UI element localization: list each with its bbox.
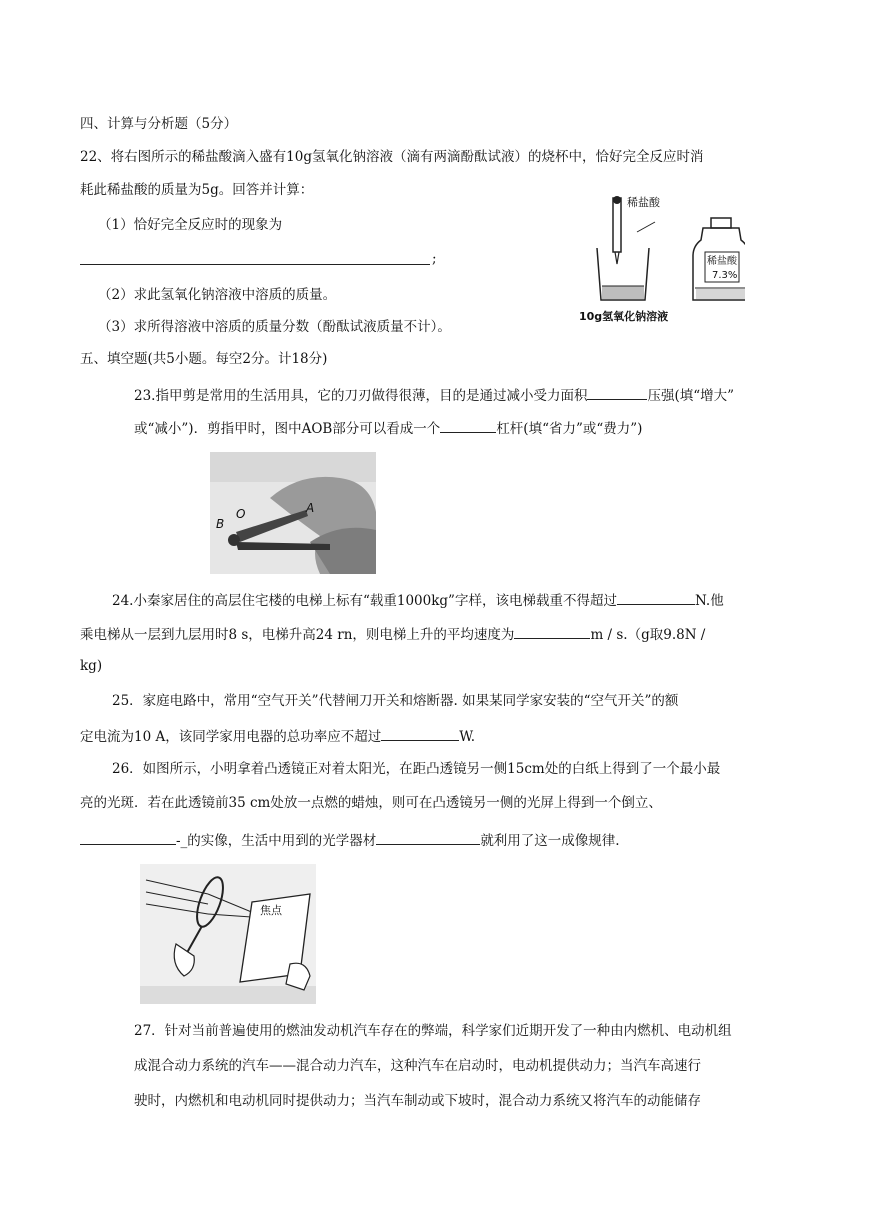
question-26-line-1: 26．如图所示，小明拿着凸透镜正对着太阳光，在距凸透镜另一侧15cm处的白纸上得到了一个最小最	[112, 761, 721, 777]
question-24-line-3: kg)	[80, 658, 103, 674]
focus-label: 焦点	[260, 904, 282, 917]
figure-22-caption: 10g氢氧化钠溶液	[579, 310, 669, 323]
question-22-part-2: （2）求此氢氧化钠溶液中溶质的质量。	[98, 287, 337, 303]
clipper-label-o: O	[236, 507, 246, 521]
q24-blank-1[interactable]	[617, 590, 695, 605]
question-27-line-1: 27．针对当前普遍使用的燃油发动机汽车存在的弊端，科学家们近期开发了一种由内燃机、电动机组	[134, 1023, 732, 1039]
bottle-label: 稀盐酸	[707, 256, 737, 267]
q23-text-d: 杠杆(填“省力”或“费力”)	[496, 421, 643, 437]
q24-text-c: 乘电梯从一层到九层用时8 s，电梯升高24 rn，则电梯上升的平均速度为	[80, 627, 515, 643]
answer-line-semicolon: ;	[432, 251, 437, 267]
q24-text-d: m / s.（g取9.8N /	[590, 627, 706, 643]
bottle-concentration: 7.3%	[712, 270, 738, 281]
question-24-line-1	[112, 590, 724, 610]
question-22-part-3: （3）求所得溶液中溶质的质量分数（酚酞试液质量不计）。	[98, 319, 451, 335]
section-5-heading: 五、填空题(共5小题。每空2分。计18分)	[80, 351, 328, 367]
q24-text-b: N.他	[694, 593, 724, 609]
q26-text-c: -_的实像，生活中用到的光学器材	[176, 833, 377, 849]
q24-blank-2[interactable]	[514, 624, 590, 639]
question-24-line-2	[80, 624, 705, 644]
q23-text-a: 23.指甲剪是常用的生活用具，它的刀刃做得很薄，目的是通过减小受力面积	[134, 388, 588, 404]
question-23-line-1	[134, 385, 734, 405]
q26-blank-1[interactable]	[80, 830, 176, 845]
figure-26-convex-lens	[140, 864, 316, 1004]
q23-text-c: 或“减小”)．剪指甲时，图中AOB部分可以看成一个	[134, 421, 441, 437]
q25-blank[interactable]	[381, 726, 459, 741]
q23-blank-2[interactable]	[440, 418, 496, 433]
question-23-line-2	[134, 418, 642, 438]
question-27-line-2: 成混合动力系统的汽车——混合动力汽车，这种汽车在启动时，电动机提供动力；当汽车高速行	[134, 1058, 701, 1074]
question-25-line-1: 25．家庭电路中，常用“空气开关”代替闸刀开关和熔断器. 如果某同学家安装的“空气开关”的额	[112, 693, 679, 709]
section-4-heading: 四、计算与分析题（5分）	[80, 116, 238, 132]
question-26-line-3	[80, 830, 620, 850]
figure-22-acid-base-apparatus	[575, 192, 745, 328]
question-27-line-3: 驶时，内燃机和电动机同时提供动力；当汽车制动或下坡时，混合动力系统又将汽车的动能储存	[134, 1093, 701, 1109]
q25-text-b: 定电流为10 A，该同学家用电器的总功率应不超过	[80, 729, 382, 745]
question-25-line-2	[80, 726, 475, 746]
q24-text-a: 24.小秦家居住的高层住宅楼的电梯上标有“载重1000kg”字样，该电梯载重不得超过	[112, 593, 617, 609]
q23-text-b: 压强(填“增大”	[647, 388, 735, 404]
answer-line-22-1	[80, 264, 430, 265]
q23-blank-1[interactable]	[587, 385, 647, 400]
clipper-label-a: A	[306, 501, 315, 515]
question-26-line-2: 亮的光斑．若在此透镜前35 cm处放一点燃的蜡烛，则可在凸透镜另一侧的光屏上得到一个倒立、	[80, 795, 662, 811]
clipper-label-b: B	[216, 517, 225, 531]
q26-blank-2[interactable]	[376, 830, 480, 845]
q25-text-c: W.	[459, 729, 476, 745]
q26-text-d: 就利用了这一成像规律.	[480, 833, 620, 849]
figure-23-nail-clipper	[210, 452, 376, 574]
question-22-line-2: 耗此稀盐酸的质量为5g。回答并计算：	[80, 182, 314, 198]
question-22-line-1: 22、将右图所示的稀盐酸滴入盛有10g氢氧化钠溶液（滴有两滴酚酞试液）的烧杯中，恰好完全反应时消	[80, 149, 704, 165]
dropper-label: 稀盐酸	[627, 196, 660, 209]
question-22-part-1: （1）恰好完全反应时的现象为	[98, 217, 283, 233]
